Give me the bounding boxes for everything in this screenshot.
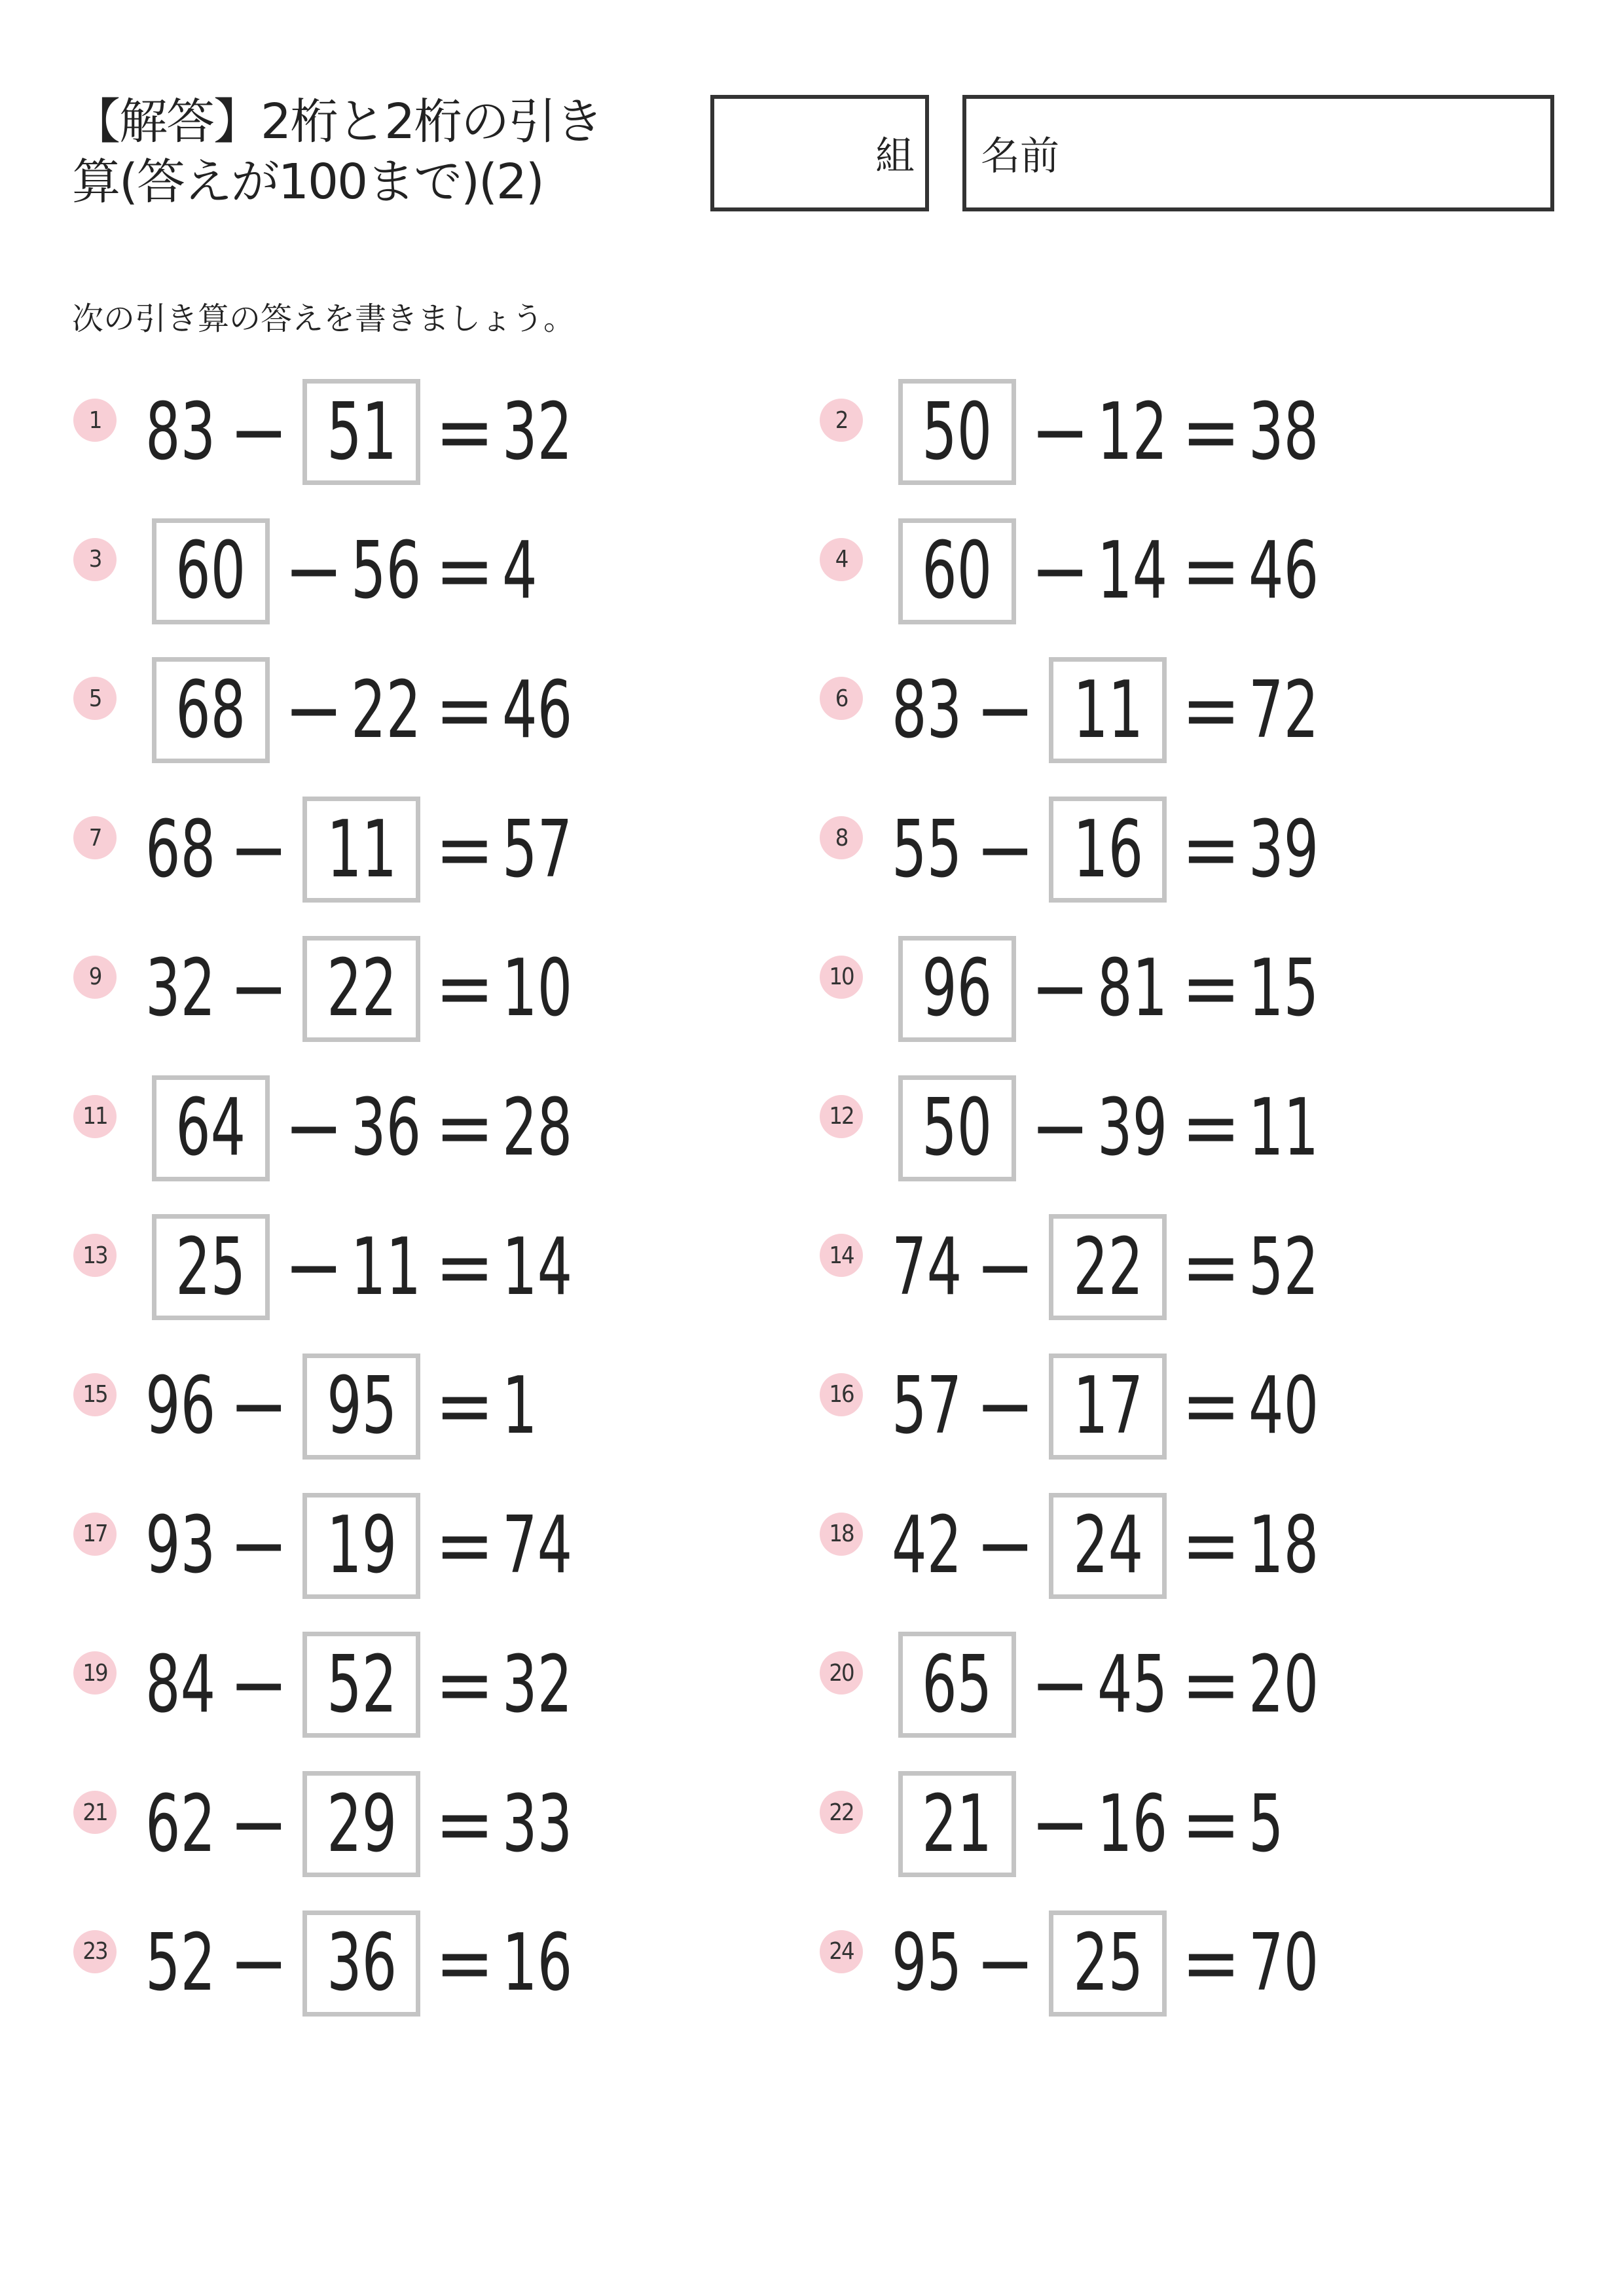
- number-text: 70: [1248, 1918, 1319, 2009]
- answer-box[interactable]: [1049, 657, 1167, 763]
- answer-box[interactable]: [302, 379, 420, 485]
- equals-sign: =: [1181, 1918, 1241, 2009]
- answer-value: 25: [175, 1221, 246, 1313]
- equation: [145, 1211, 578, 1323]
- equals-sign: =: [435, 1500, 494, 1592]
- number-text: 74: [892, 1221, 962, 1313]
- result-value: [502, 804, 578, 895]
- number-text: 39: [1248, 804, 1319, 895]
- answer-value: 19: [326, 1500, 397, 1592]
- operand-value: [351, 1083, 427, 1174]
- answer-box[interactable]: [302, 936, 420, 1042]
- minus-sign: −: [229, 1778, 289, 1870]
- problem-number-badge: 2: [820, 399, 863, 442]
- answer-box[interactable]: [1049, 1214, 1167, 1320]
- answer-box[interactable]: [1049, 1354, 1167, 1460]
- equation: [892, 516, 1324, 627]
- equals-sign: =: [1181, 664, 1241, 756]
- result-value: [502, 526, 540, 617]
- operand-value: [145, 1361, 221, 1452]
- number-text: 36: [351, 1083, 422, 1174]
- number-text: 96: [145, 1361, 216, 1452]
- number-text: 15: [1248, 943, 1319, 1035]
- result-value: [502, 1779, 578, 1870]
- problem-number-badge: 11: [73, 1095, 117, 1138]
- answer-box[interactable]: [302, 1910, 420, 2017]
- number-text: 84: [145, 1639, 216, 1731]
- minus-sign: −: [976, 1500, 1035, 1592]
- answer-value: 50: [922, 1083, 993, 1174]
- answer-value: 25: [1072, 1918, 1144, 2009]
- equation: [892, 1629, 1324, 1740]
- problem-number-badge: 22: [820, 1791, 863, 1834]
- minus-sign: −: [229, 386, 289, 478]
- equals-sign: =: [1181, 1639, 1241, 1731]
- answer-box[interactable]: [302, 1493, 420, 1599]
- equation: [145, 376, 578, 488]
- number-text: 68: [145, 804, 216, 895]
- result-value: [502, 1083, 578, 1174]
- answer-box[interactable]: [302, 1354, 420, 1460]
- equals-sign: =: [1181, 1500, 1241, 1592]
- problem-number-badge: 23: [73, 1930, 117, 1973]
- result-value: [1249, 1361, 1324, 1452]
- answer-value: 29: [326, 1778, 397, 1870]
- problem-number-badge: 14: [820, 1234, 863, 1277]
- operand-value: [1097, 1640, 1173, 1731]
- result-value: [502, 1640, 578, 1731]
- equals-sign: =: [435, 386, 494, 478]
- equals-sign: =: [435, 1918, 494, 2009]
- result-value: [1249, 1500, 1324, 1591]
- operand-value: [892, 665, 968, 756]
- problem-number-badge: 12: [820, 1095, 863, 1138]
- operand-value: [351, 1222, 427, 1313]
- title-line-1: 【解答】2桁と2桁の引き: [72, 94, 603, 150]
- answer-value: 22: [326, 943, 397, 1035]
- answer-value: 64: [175, 1083, 246, 1174]
- operand-value: [145, 1918, 221, 2009]
- minus-sign: −: [976, 1918, 1035, 2009]
- answer-value: 60: [175, 526, 246, 617]
- answer-value: 11: [1072, 664, 1144, 756]
- number-text: 16: [501, 1918, 573, 2009]
- equation: [892, 1073, 1324, 1184]
- title-line-2: 算(答えが100まで)(2): [72, 154, 543, 210]
- number-text: 39: [1097, 1083, 1168, 1174]
- number-text: 14: [1097, 526, 1168, 617]
- answer-box[interactable]: [1049, 1910, 1167, 2017]
- minus-sign: −: [229, 804, 289, 895]
- number-text: 12: [1097, 386, 1168, 478]
- minus-sign: −: [229, 1639, 289, 1731]
- equation: [145, 1073, 578, 1184]
- problem-number-badge: 1: [73, 399, 117, 442]
- number-text: 72: [1248, 664, 1319, 756]
- equation: [145, 1490, 578, 1602]
- operand-value: [892, 1222, 968, 1313]
- number-text: 11: [1248, 1083, 1319, 1174]
- problem-number-badge: 16: [820, 1373, 863, 1416]
- answer-box[interactable]: [898, 1075, 1016, 1181]
- number-text: 20: [1248, 1639, 1319, 1731]
- answer-value: 60: [922, 526, 993, 617]
- answer-value: 95: [326, 1361, 397, 1452]
- result-value: [1249, 665, 1324, 756]
- equation: [145, 1629, 578, 1740]
- equals-sign: =: [1181, 526, 1241, 617]
- number-text: 40: [1248, 1361, 1319, 1452]
- equation: [892, 1211, 1324, 1323]
- result-value: [1249, 1640, 1324, 1731]
- equation: [892, 1768, 1286, 1880]
- number-text: 32: [501, 1639, 573, 1731]
- equals-sign: =: [1181, 1361, 1241, 1452]
- problem-number-badge: 20: [820, 1651, 863, 1695]
- equation: [892, 1908, 1324, 2019]
- operand-value: [145, 1640, 221, 1731]
- problem-number-badge: 10: [820, 956, 863, 999]
- answer-value: 22: [1072, 1221, 1144, 1313]
- equals-sign: =: [435, 1083, 494, 1174]
- equation: [145, 1768, 578, 1880]
- operand-value: [892, 1500, 968, 1591]
- answer-value: 65: [922, 1639, 993, 1731]
- answer-box[interactable]: [1049, 1493, 1167, 1599]
- operand-value: [1097, 1083, 1173, 1174]
- number-text: 55: [892, 804, 962, 895]
- answer-value: 11: [326, 804, 397, 895]
- number-text: 83: [892, 664, 962, 756]
- answer-box[interactable]: [302, 1632, 420, 1738]
- number-text: 95: [892, 1918, 962, 2009]
- answer-value: 17: [1072, 1361, 1144, 1452]
- equation: [892, 933, 1324, 1045]
- operand-value: [1097, 943, 1173, 1034]
- minus-sign: −: [1030, 1778, 1090, 1870]
- problem-number-badge: 6: [820, 677, 863, 720]
- result-value: [502, 1500, 578, 1591]
- number-text: 57: [501, 804, 573, 895]
- operand-value: [145, 1779, 221, 1870]
- result-value: [1249, 804, 1324, 895]
- answer-box[interactable]: [152, 1075, 270, 1181]
- answer-box[interactable]: [1049, 797, 1167, 903]
- result-value: [1249, 1779, 1286, 1870]
- equals-sign: =: [435, 943, 494, 1035]
- instruction-text: 次の引き算の答えを書きましょう。: [72, 300, 575, 337]
- answer-box[interactable]: [152, 1214, 270, 1320]
- operand-value: [145, 804, 221, 895]
- number-text: 42: [892, 1500, 962, 1592]
- equals-sign: =: [1181, 1778, 1241, 1870]
- equals-sign: =: [1181, 1083, 1241, 1174]
- number-text: 57: [892, 1361, 962, 1452]
- result-value: [1249, 526, 1324, 617]
- minus-sign: −: [284, 664, 344, 756]
- equals-sign: =: [1181, 1221, 1241, 1313]
- number-text: 32: [501, 386, 573, 478]
- minus-sign: −: [1030, 943, 1090, 1035]
- answer-value: 68: [175, 664, 246, 756]
- operand-value: [1097, 1779, 1173, 1870]
- operand-value: [145, 943, 221, 1034]
- minus-sign: −: [284, 1083, 344, 1174]
- answer-value: 51: [326, 386, 397, 478]
- equals-sign: =: [1181, 943, 1241, 1035]
- problem-number-badge: 17: [73, 1513, 117, 1556]
- operand-value: [145, 387, 221, 478]
- number-text: 52: [1248, 1221, 1319, 1313]
- operand-value: [892, 804, 968, 895]
- answer-box[interactable]: [898, 936, 1016, 1042]
- result-value: [1249, 943, 1324, 1034]
- result-value: [502, 1361, 540, 1452]
- minus-sign: −: [229, 1918, 289, 2009]
- operand-value: [351, 526, 427, 617]
- equation: [145, 933, 578, 1045]
- minus-sign: −: [976, 1361, 1035, 1452]
- problem-number-badge: 24: [820, 1930, 863, 1973]
- equation: [145, 794, 578, 905]
- minus-sign: −: [976, 804, 1035, 895]
- minus-sign: −: [284, 1221, 344, 1313]
- equation: [145, 1351, 540, 1462]
- equals-sign: =: [1181, 804, 1241, 895]
- minus-sign: −: [1030, 1639, 1090, 1731]
- operand-value: [892, 1361, 968, 1452]
- number-text: 52: [145, 1918, 216, 2009]
- number-text: 81: [1097, 943, 1168, 1035]
- answer-box[interactable]: [152, 518, 270, 624]
- operand-value: [351, 665, 427, 756]
- equals-sign: =: [435, 664, 494, 756]
- problem-number-badge: 5: [73, 677, 117, 720]
- number-text: 5: [1248, 1778, 1284, 1870]
- number-text: 10: [501, 943, 573, 1035]
- result-value: [502, 665, 578, 756]
- problem-number-badge: 7: [73, 816, 117, 859]
- equation: [892, 655, 1324, 766]
- equals-sign: =: [435, 1361, 494, 1452]
- problem-number-badge: 18: [820, 1513, 863, 1556]
- minus-sign: −: [229, 1500, 289, 1592]
- result-value: [1249, 387, 1324, 478]
- equals-sign: =: [435, 526, 494, 617]
- answer-box[interactable]: [152, 657, 270, 763]
- equation: [145, 655, 578, 766]
- operand-value: [1097, 526, 1173, 617]
- number-text: 74: [501, 1500, 573, 1592]
- answer-box[interactable]: [898, 518, 1016, 624]
- minus-sign: −: [1030, 526, 1090, 617]
- result-value: [1249, 1918, 1324, 2009]
- operand-value: [892, 1918, 968, 2009]
- number-text: 18: [1248, 1500, 1319, 1592]
- number-text: 22: [351, 664, 422, 756]
- result-value: [502, 943, 578, 1034]
- equation: [892, 1490, 1324, 1602]
- number-text: 4: [501, 526, 538, 617]
- result-value: [502, 1222, 578, 1313]
- number-text: 16: [1097, 1778, 1168, 1870]
- number-text: 83: [145, 386, 216, 478]
- minus-sign: −: [229, 943, 289, 1035]
- answer-value: 21: [922, 1778, 993, 1870]
- answer-box[interactable]: [898, 1632, 1016, 1738]
- answer-value: 52: [326, 1639, 397, 1731]
- answer-value: 24: [1072, 1500, 1144, 1592]
- equation: [892, 794, 1324, 905]
- problem-number-badge: 3: [73, 538, 117, 581]
- equals-sign: =: [435, 1778, 494, 1870]
- problem-number-badge: 9: [73, 956, 117, 999]
- result-value: [502, 1918, 578, 2009]
- number-text: 46: [501, 664, 573, 756]
- problem-number-badge: 13: [73, 1234, 117, 1277]
- equation: [145, 1908, 578, 2019]
- number-text: 38: [1248, 386, 1319, 478]
- result-value: [1249, 1083, 1324, 1174]
- number-text: 45: [1097, 1639, 1168, 1731]
- answer-box[interactable]: [302, 797, 420, 903]
- minus-sign: −: [976, 1221, 1035, 1313]
- problem-number-badge: 8: [820, 816, 863, 859]
- equation: [145, 516, 540, 627]
- operand-value: [145, 1500, 221, 1591]
- minus-sign: −: [229, 1361, 289, 1452]
- number-text: 14: [501, 1221, 573, 1313]
- class-label: 組: [875, 134, 915, 179]
- equation: [892, 376, 1324, 488]
- number-text: 46: [1248, 526, 1319, 617]
- equals-sign: =: [435, 1639, 494, 1731]
- number-text: 32: [145, 943, 216, 1035]
- answer-value: 50: [922, 386, 993, 478]
- number-text: 56: [351, 526, 422, 617]
- problem-number-badge: 15: [73, 1373, 117, 1416]
- name-label: 名前: [981, 134, 1059, 179]
- answer-value: 36: [326, 1918, 397, 2009]
- answer-box[interactable]: [302, 1771, 420, 1877]
- result-value: [1249, 1222, 1324, 1313]
- problem-number-badge: 19: [73, 1651, 117, 1695]
- answer-value: 96: [922, 943, 993, 1035]
- equals-sign: =: [1181, 386, 1241, 478]
- equation: [892, 1351, 1324, 1462]
- number-text: 33: [501, 1778, 573, 1870]
- minus-sign: −: [1030, 1083, 1090, 1174]
- number-text: 28: [501, 1083, 573, 1174]
- equals-sign: =: [435, 804, 494, 895]
- result-value: [502, 387, 578, 478]
- minus-sign: −: [1030, 386, 1090, 478]
- number-text: 93: [145, 1500, 216, 1592]
- answer-box[interactable]: [898, 1771, 1016, 1877]
- minus-sign: −: [976, 664, 1035, 756]
- number-text: 1: [501, 1361, 538, 1452]
- number-text: 11: [351, 1221, 422, 1313]
- answer-value: 16: [1072, 804, 1144, 895]
- problem-number-badge: 4: [820, 538, 863, 581]
- answer-box[interactable]: [898, 379, 1016, 485]
- number-text: 62: [145, 1778, 216, 1870]
- operand-value: [1097, 387, 1173, 478]
- minus-sign: −: [284, 526, 344, 617]
- equals-sign: =: [435, 1221, 494, 1313]
- problem-number-badge: 21: [73, 1791, 117, 1834]
